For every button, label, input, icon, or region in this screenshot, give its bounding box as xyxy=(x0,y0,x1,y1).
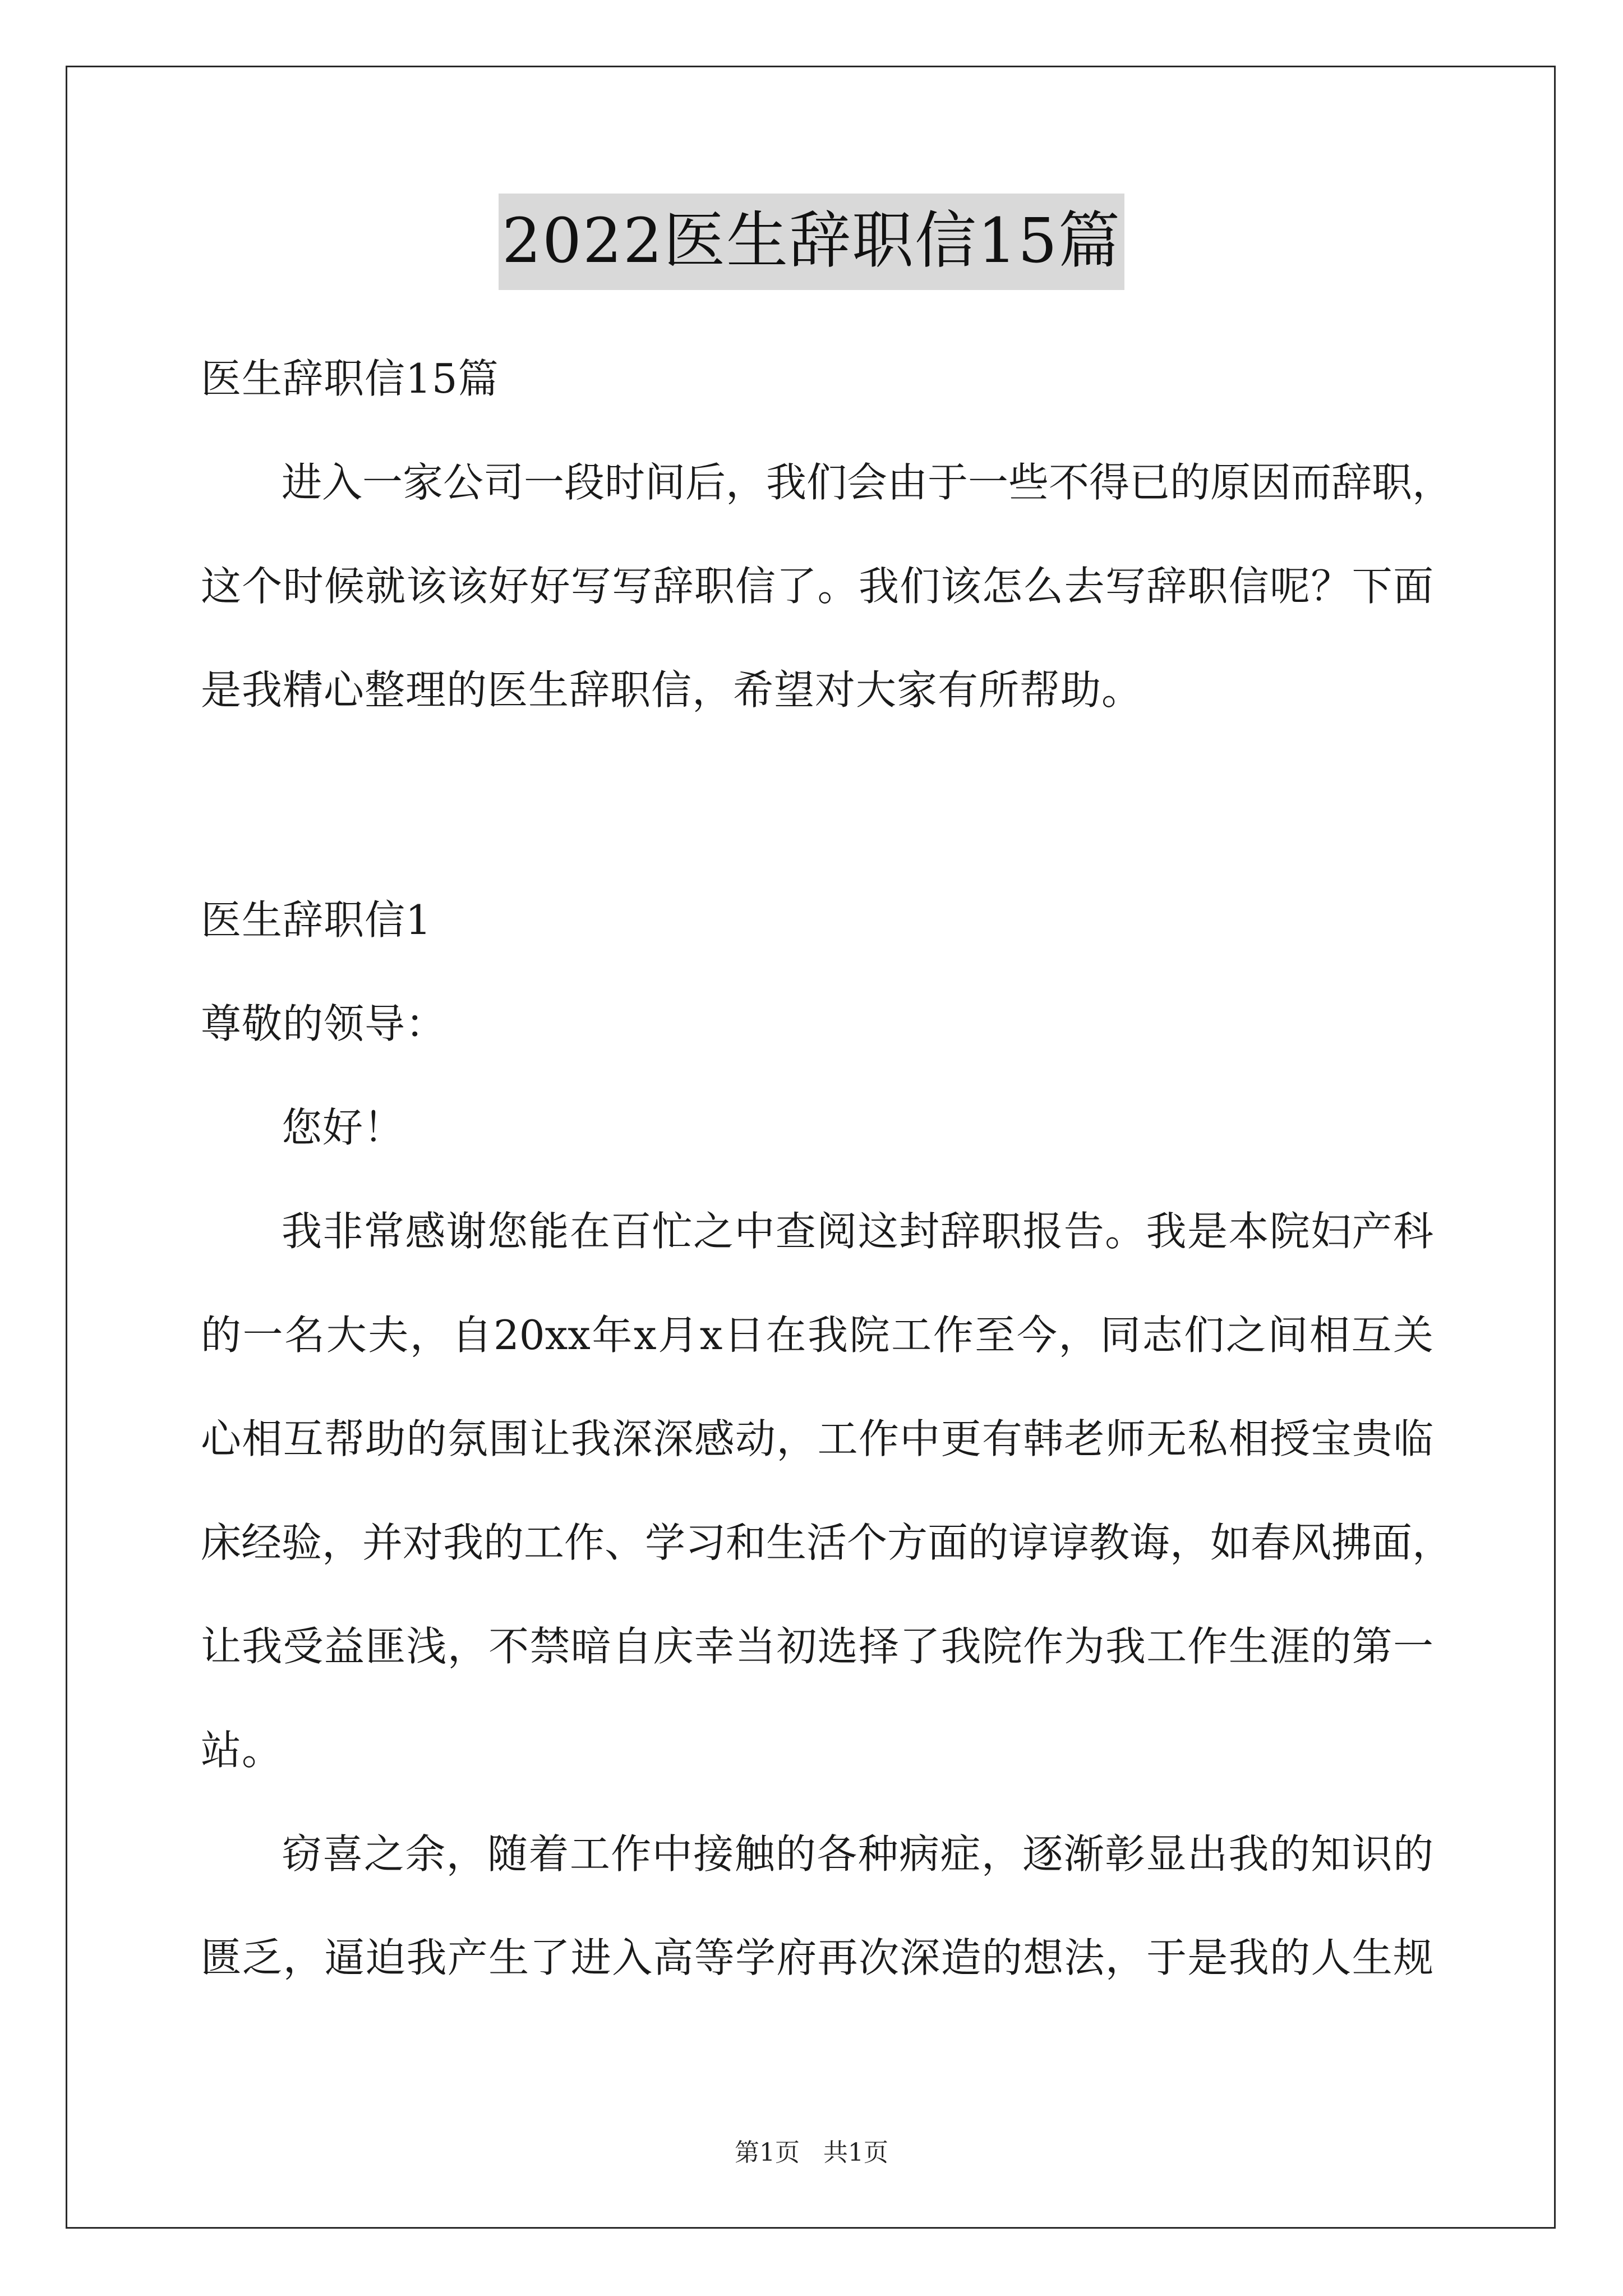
intro-line-2: 这个时候就该该好好写写辞职信了。我们该怎么去写辞职信呢？下面 xyxy=(201,563,1433,610)
document-subtitle: 医生辞职信15篇 xyxy=(201,355,499,402)
paragraph2-line-1: 窃喜之余，随着工作中接触的各种病症，逐渐彰显出我的知识的 xyxy=(282,1830,1433,1878)
paragraph1-line-6: 站。 xyxy=(201,1727,283,1774)
title-area xyxy=(0,194,1623,290)
intro-line-3: 是我精心整理的医生辞职信，希望对大家有所帮助。 xyxy=(201,666,1143,714)
page-footer: 第1页 共1页 xyxy=(735,2138,888,2167)
paragraph1-line-2: 的一名大夫，自20xx年x月x日在我院工作至今，同志们之间相互关 xyxy=(201,1312,1433,1359)
paragraph1-line-5: 让我受益匪浅，不禁暗自庆幸当初选择了我院作为我工作生涯的第一 xyxy=(201,1623,1433,1670)
intro-line-1: 进入一家公司一段时间后，我们会由于一些不得已的原因而辞职， xyxy=(282,459,1453,506)
paragraph1-line-4: 床经验，并对我的工作、学习和生活个方面的谆谆教诲，如春风拂面， xyxy=(201,1519,1453,1566)
paragraph2-line-2: 匮乏，逼迫我产生了进入高等学府再次深造的想法，于是我的人生规 xyxy=(201,1934,1433,1981)
greeting: 您好！ xyxy=(282,1104,405,1151)
document-title: 2022医生辞职信15篇 xyxy=(499,194,1124,290)
salutation: 尊敬的领导： xyxy=(201,1000,447,1047)
paragraph1-line-3: 心相互帮助的氛围让我深深感动，工作中更有韩老师无私相授宝贵临 xyxy=(201,1415,1433,1462)
section-heading: 医生辞职信1 xyxy=(201,896,432,944)
paragraph1-line-1: 我非常感谢您能在百忙之中查阅这封辞职报告。我是本院妇产科 xyxy=(282,1208,1433,1255)
